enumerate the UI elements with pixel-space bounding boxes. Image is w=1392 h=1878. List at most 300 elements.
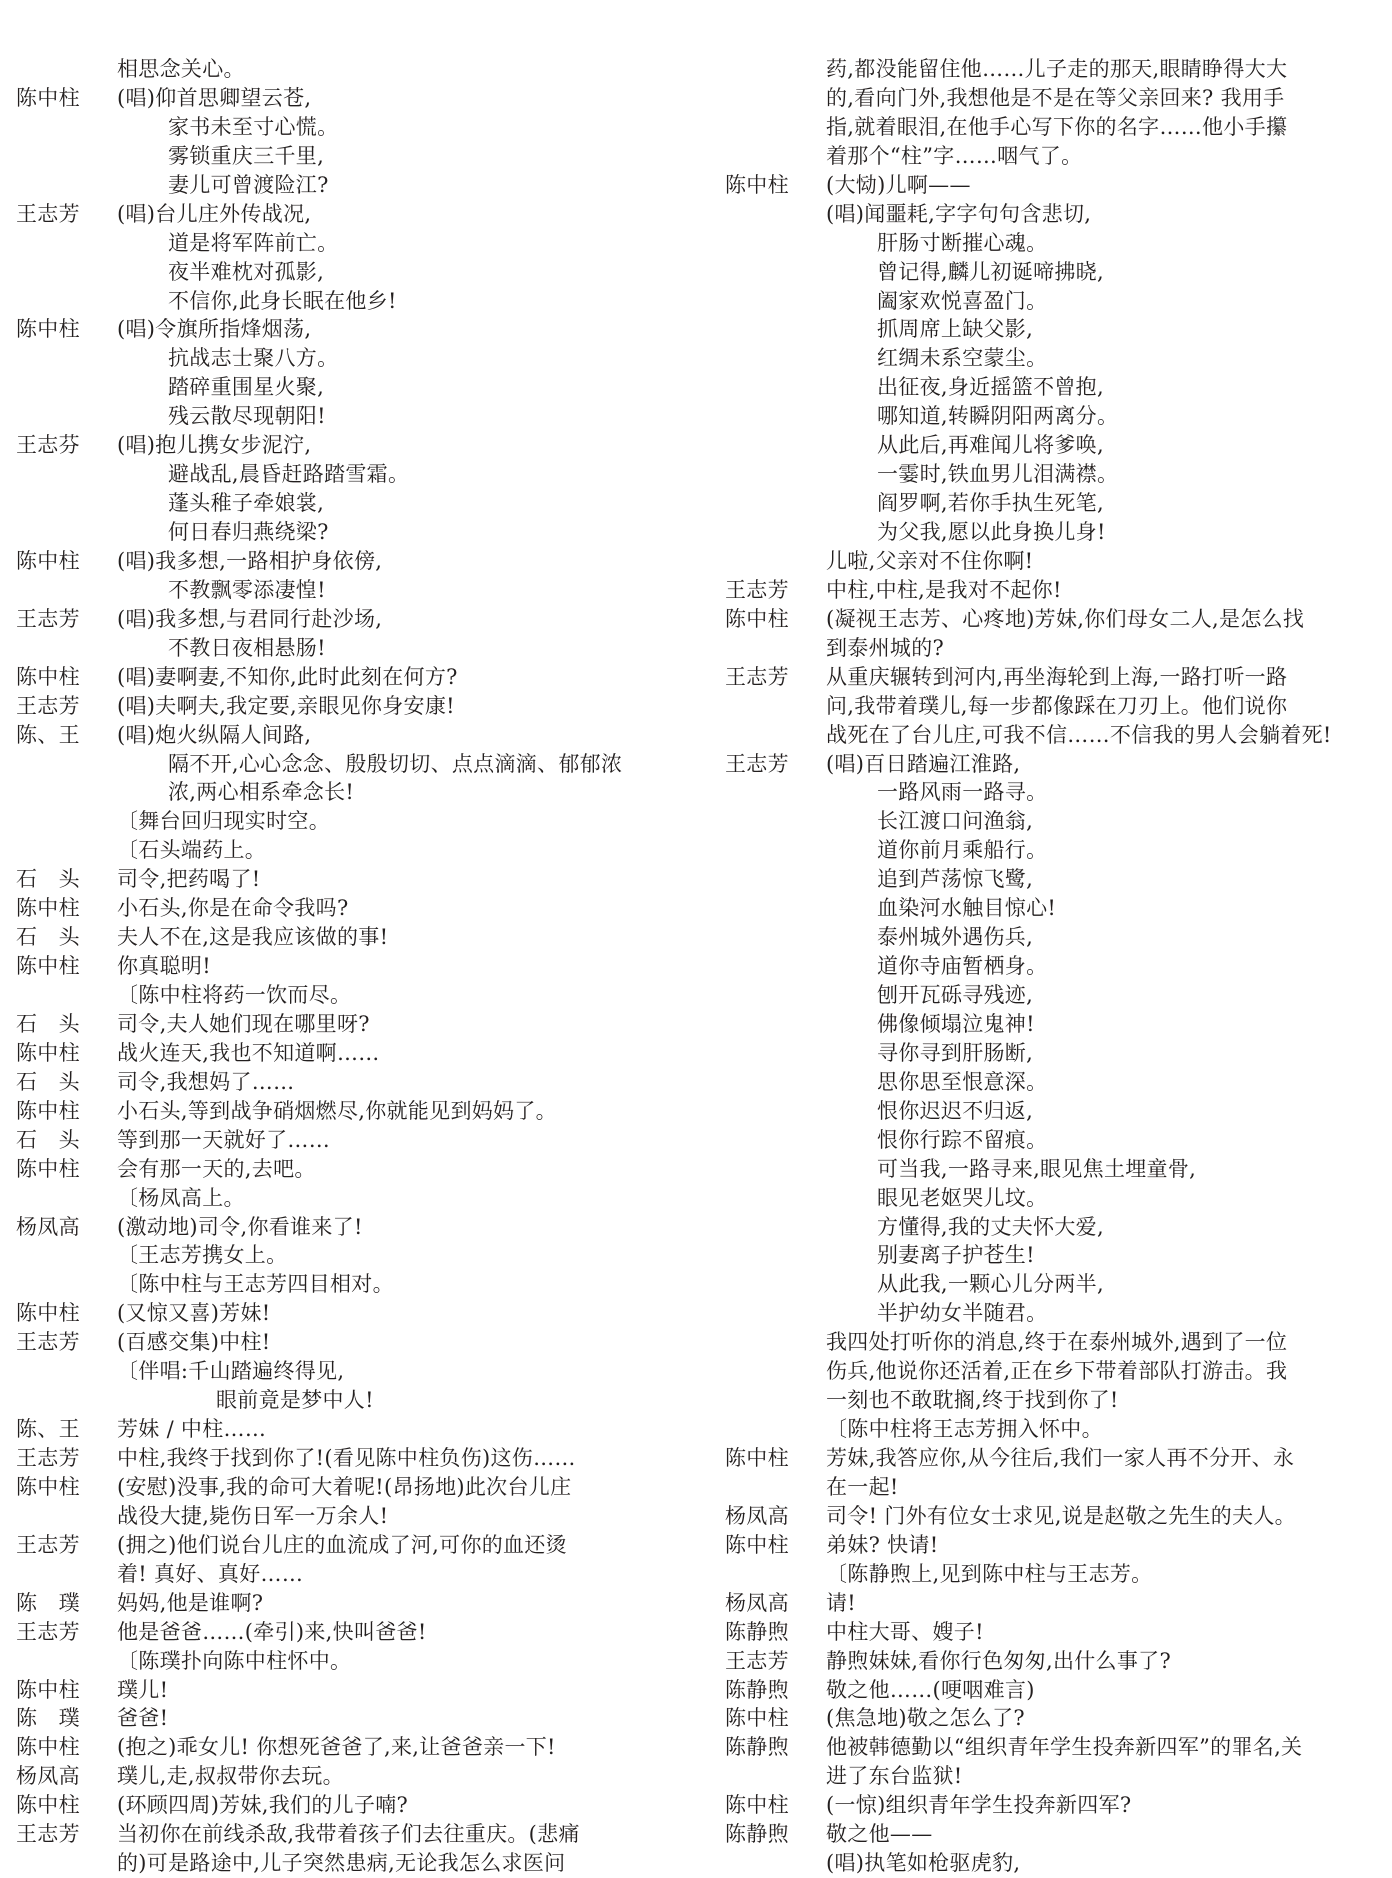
script-line (725, 1068, 1375, 1097)
script-line (725, 1415, 1375, 1444)
speaker-name: 石 头 (16, 1069, 80, 1094)
script-line (725, 518, 1375, 547)
continuation-text: 浓,两心相系牵念长! (168, 780, 355, 805)
script-line (16, 865, 666, 894)
continuation-text: 方懂得,我的丈夫怀大爱, (877, 1214, 1104, 1239)
script-line (16, 576, 666, 605)
continuation-text: 一路风雨一路寻。 (877, 780, 1048, 805)
dialogue-text: 中柱,中柱,是我对不起你! (826, 577, 1062, 602)
dialogue-text: 璞儿! (117, 1677, 169, 1702)
script-line (16, 344, 666, 373)
script-line (16, 229, 666, 258)
continuation-text: 红绸未系空蒙尘。 (877, 346, 1048, 371)
speaker-name: 杨凤高 (16, 1764, 80, 1789)
right-column (725, 55, 1375, 1878)
continuation-text: 〔舞台回归现实时空。 (117, 809, 330, 834)
dialogue-text: 小石头,你是在命令我吗? (117, 896, 349, 921)
speaker-name: 王志芳 (16, 201, 80, 226)
continuation-text: 为父我,愿以此身换儿身! (877, 520, 1106, 544)
script-line (725, 113, 1375, 142)
script-line (725, 1010, 1375, 1039)
speaker-name: 陈静煦 (725, 1677, 789, 1702)
script-line (16, 750, 666, 779)
continuation-text: 战役大捷,毙伤日军一万余人! (117, 1503, 389, 1528)
left-column (16, 55, 666, 1878)
continuation-text: 〔杨凤高上。 (117, 1185, 245, 1210)
dialogue-text: (凝视王志芳、心疼地)芳妹,你们母女二人,是怎么找 (826, 606, 1305, 631)
script-line (725, 1676, 1375, 1705)
continuation-text: 到泰州城的? (826, 635, 945, 660)
speaker-name: 王志芳 (16, 1446, 80, 1470)
script-line (16, 315, 666, 344)
speaker-name: 陈中柱 (16, 548, 80, 573)
script-line (725, 605, 1375, 634)
dialogue-text: (唱)令旗所指烽烟荡, (117, 317, 312, 342)
script-line (725, 1126, 1375, 1155)
continuation-text: 思你思至恨意深。 (877, 1069, 1048, 1094)
continuation-text: 〔伴唱:千山踏遍终得见, (117, 1359, 345, 1384)
continuation-text: 蓬头稚子牵娘裳, (168, 491, 325, 516)
continuation-text: 道是将军阵前亡。 (168, 230, 339, 255)
script-line (16, 981, 666, 1010)
speaker-name: 王志芳 (725, 1648, 789, 1673)
script-line (16, 923, 666, 952)
continuation-text: 〔石头端药上。 (117, 838, 267, 863)
continuation-text: 抗战志士聚八方。 (168, 346, 339, 371)
script-line (725, 1039, 1375, 1068)
dialogue-text: (大恸)儿啊—— (826, 172, 971, 197)
continuation-text: 着那个“柱”字……咽气了。 (826, 143, 1083, 168)
script-line (16, 1213, 666, 1242)
script-line (16, 1155, 666, 1184)
script-line (725, 1184, 1375, 1213)
script-line (16, 547, 666, 576)
speaker-name: 王志芳 (725, 664, 789, 689)
speaker-name: 陈、王 (16, 1417, 80, 1442)
script-line (725, 1733, 1375, 1762)
continuation-text: 何日春归燕绕梁? (168, 520, 329, 544)
script-line (16, 460, 666, 489)
speaker-name: 石 头 (16, 867, 80, 892)
script-line (725, 1531, 1375, 1560)
script-line (16, 84, 666, 113)
dialogue-text: 中柱,我终于找到你了!(看见陈中柱负伤)这伤…… (117, 1446, 576, 1470)
script-line (725, 865, 1375, 894)
script-line (725, 547, 1375, 576)
continuation-text: 〔陈璞扑向陈中柱怀中。 (117, 1648, 352, 1673)
script-line (16, 1097, 666, 1126)
dialogue-text: (唱)我多想,与君同行赴沙场, (117, 606, 383, 631)
dialogue-text: 中柱大哥、嫂子! (826, 1619, 984, 1644)
script-line (16, 1386, 666, 1415)
continuation-text: 一霎时,铁血男儿泪满襟。 (877, 462, 1119, 487)
script-line (725, 431, 1375, 460)
dialogue-text: (唱)百日踏遍江淮路, (826, 751, 1021, 776)
dialogue-text: 静煦妹妹,看你行色匆匆,出什么事了? (826, 1648, 1172, 1673)
script-line (16, 1184, 666, 1213)
continuation-text: 一刻也不敢耽搁,终于找到你了! (826, 1388, 1119, 1413)
speaker-name: 陈中柱 (16, 1474, 80, 1499)
continuation-text: 曾记得,麟儿初诞啼拂晓, (877, 259, 1104, 284)
script-line (16, 721, 666, 750)
script-line (725, 1502, 1375, 1531)
script-line (725, 894, 1375, 923)
continuation-text: 眼见老妪哭儿坟。 (877, 1185, 1048, 1210)
script-line (725, 1357, 1375, 1386)
script-line (16, 894, 666, 923)
continuation-text: 不信你,此身长眠在他乡! (168, 288, 397, 313)
script-line (725, 1820, 1375, 1849)
script-line (725, 1270, 1375, 1299)
script-line (16, 1328, 666, 1357)
script-line (725, 981, 1375, 1010)
dialogue-text: 芳妹 / 中柱…… (117, 1417, 267, 1442)
speaker-name: 王志芳 (16, 1822, 80, 1847)
script-line (725, 1213, 1375, 1242)
script-line (725, 84, 1375, 113)
dialogue-text: 当初你在前线杀敌,我带着孩子们去往重庆。(悲痛 (117, 1822, 580, 1847)
dialogue-text: 敬之他……(哽咽难言) (826, 1677, 1035, 1702)
script-line (16, 1010, 666, 1039)
script-line (725, 1647, 1375, 1676)
continuation-text: 从此后,再难闻儿将爹唤, (877, 433, 1104, 458)
script-line (725, 460, 1375, 489)
speaker-name: 陈中柱 (16, 664, 80, 689)
speaker-name: 陈中柱 (725, 1532, 789, 1557)
dialogue-text: 司令,我想妈了…… (117, 1069, 295, 1094)
continuation-text: 出征夜,身近摇篮不曾抱, (877, 375, 1104, 400)
script-line (725, 142, 1375, 171)
speaker-name: 陈中柱 (16, 1098, 80, 1123)
speaker-name: 杨凤高 (16, 1214, 80, 1239)
dialogue-text: 夫人不在,这是我应该做的事! (117, 925, 389, 950)
dialogue-text: (唱)妻啊妻,不知你,此时此刻在何方? (117, 664, 458, 689)
continuation-text: 恨你迟迟不归返, (877, 1098, 1034, 1123)
speaker-name: 石 头 (16, 1011, 80, 1036)
script-line (16, 1473, 666, 1502)
script-line (725, 373, 1375, 402)
dialogue-text: (抱之)乖女儿! 你想死爸爸了,来,让爸爸亲一下! (117, 1735, 556, 1760)
dialogue-text: 请! (826, 1590, 857, 1615)
script-line (725, 1444, 1375, 1473)
script-line (16, 692, 666, 721)
speaker-name: 陈中柱 (16, 1735, 80, 1760)
script-line (725, 807, 1375, 836)
continuation-text: 避战乱,晨昏赶路踏雪霜。 (168, 462, 410, 487)
continuation-text: 阎罗啊,若你手执生死笔, (877, 491, 1104, 516)
continuation-text: 肝肠寸断摧心魂。 (877, 230, 1048, 255)
continuation-text: 妻儿可曾渡险江? (168, 172, 329, 197)
continuation-text: 的)可是路途中,儿子突然患病,无论我怎么求医问 (117, 1851, 566, 1876)
speaker-name: 王志芳 (16, 1532, 80, 1557)
speaker-name: 陈静煦 (725, 1735, 789, 1760)
script-line (725, 287, 1375, 316)
dialogue-text: 敬之他—— (826, 1822, 933, 1847)
continuation-text: 残云散尽现朝阳! (168, 404, 326, 429)
script-line (16, 402, 666, 431)
continuation-text: 着! 真好、真好…… (117, 1561, 304, 1586)
speaker-name: 杨凤高 (725, 1503, 789, 1528)
continuation-text: 血染河水触目惊心! (877, 896, 1057, 921)
dialogue-text: 妈妈,他是谁啊? (117, 1590, 264, 1615)
continuation-text: 隔不开,心心念念、殷殷切切、点点滴滴、郁郁浓 (168, 751, 623, 776)
dialogue-text: (环顾四周)芳妹,我们的儿子喃? (117, 1793, 409, 1818)
script-line (725, 1560, 1375, 1589)
speaker-name: 杨凤高 (725, 1590, 789, 1615)
script-line (725, 55, 1375, 84)
script-line (725, 344, 1375, 373)
dialogue-text: (唱)台儿庄外传战况, (117, 201, 312, 226)
dialogue-text: 芳妹,我答应你,从今往后,我们一家人再不分开、永 (826, 1446, 1295, 1470)
script-line (16, 952, 666, 981)
script-line (725, 1241, 1375, 1270)
speaker-name: 陈 璞 (16, 1590, 80, 1615)
continuation-text: 药,都没能留住他……儿子走的那天,眼睛睁得大大 (826, 57, 1288, 81)
dialogue-text: (唱)夫啊夫,我定要,亲眼见你身安康! (117, 693, 455, 718)
script-line (16, 1762, 666, 1791)
script-line (725, 200, 1375, 229)
speaker-name: 陈中柱 (725, 172, 789, 197)
script-line (725, 778, 1375, 807)
continuation-text: (唱)执笔如枪驱虎豹, (826, 1851, 1021, 1876)
script-line (16, 605, 666, 634)
script-line (16, 489, 666, 518)
continuation-text: 儿啦,父亲对不住你啊! (826, 548, 1034, 573)
continuation-text: 相思念关心。 (117, 57, 245, 81)
continuation-text: 长江渡口问渔翁, (877, 809, 1034, 834)
script-line (16, 431, 666, 460)
speaker-name: 陈中柱 (16, 317, 80, 342)
script-line (16, 171, 666, 200)
speaker-name: 陈静煦 (725, 1822, 789, 1847)
dialogue-text: (激动地)司令,你看谁来了! (117, 1214, 363, 1239)
continuation-text: 抓周席上缺父影, (877, 317, 1034, 342)
dialogue-text: 他是爸爸……(牵引)来,快叫爸爸! (117, 1619, 427, 1644)
speaker-name: 陈中柱 (16, 1793, 80, 1818)
continuation-text: 不教日夜相悬肠! (168, 635, 326, 660)
continuation-text: 踏碎重围星火聚, (168, 375, 325, 400)
continuation-text: 〔陈中柱与王志芳四目相对。 (117, 1272, 394, 1297)
dialogue-text: (又惊又喜)芳妹! (117, 1301, 271, 1326)
dialogue-text: 爸爸! (117, 1706, 169, 1731)
script-line (725, 1328, 1375, 1357)
continuation-text: 指,就着眼泪,在他手心写下你的名字……他小手攥 (826, 114, 1288, 139)
script-line (725, 1097, 1375, 1126)
script-line (725, 1386, 1375, 1415)
speaker-name: 陈中柱 (16, 1301, 80, 1326)
continuation-text: 〔陈中柱将药一饮而尽。 (117, 983, 352, 1007)
continuation-text: 我四处打听你的消息,终于在泰州城外,遇到了一位 (826, 1330, 1288, 1355)
script-line (725, 1473, 1375, 1502)
dialogue-text: (唱)仰首思卿望云苍, (117, 85, 312, 110)
continuation-text: 佛像倾塌泣鬼神! (877, 1011, 1035, 1036)
continuation-text: 雾锁重庆三千里, (168, 143, 325, 168)
continuation-text: 战死在了台儿庄,可我不信……不信我的男人会躺着死! (826, 722, 1332, 747)
continuation-text: 〔陈中柱将王志芳拥入怀中。 (826, 1417, 1103, 1442)
dialogue-text: (唱)抱儿携女步泥泞, (117, 433, 312, 458)
script-line (725, 663, 1375, 692)
continuation-text: 哪知道,转瞬阴阳两离分。 (877, 404, 1119, 429)
script-line (16, 142, 666, 171)
dialogue-text: 战火连天,我也不知道啊…… (117, 1040, 380, 1065)
continuation-text: 阖家欢悦喜盈门。 (877, 288, 1048, 313)
dialogue-text: 从重庆辗转到河内,再坐海轮到上海,一路打听一路 (826, 664, 1288, 689)
dialogue-text: 你真聪明! (117, 954, 211, 979)
continuation-text: 寻你寻到肝肠断, (877, 1040, 1034, 1065)
script-line (16, 55, 666, 84)
dialogue-text: (拥之)他们说台儿庄的血流成了河,可你的血还烫 (117, 1532, 567, 1557)
continuation-text: 夜半难枕对孤影, (168, 259, 325, 284)
continuation-text: 问,我带着璞儿,每一步都像踩在刀刃上。他们说你 (826, 693, 1288, 718)
speaker-name: 陈中柱 (725, 606, 789, 631)
script-line (725, 171, 1375, 200)
speaker-name: 陈中柱 (16, 1677, 80, 1702)
speaker-name: 王志芳 (16, 693, 80, 718)
continuation-text: 泰州城外遇伤兵, (877, 925, 1034, 950)
script-line (16, 778, 666, 807)
continuation-text: 〔王志芳携女上。 (117, 1243, 288, 1268)
script-line (725, 836, 1375, 865)
continuation-text: 家书未至寸心慌。 (168, 114, 339, 139)
speaker-name: 石 头 (16, 925, 80, 950)
script-line (16, 1039, 666, 1068)
dialogue-text: 等到那一天就好了…… (117, 1127, 330, 1152)
speaker-name: 石 头 (16, 1127, 80, 1152)
speaker-name: 陈中柱 (16, 896, 80, 921)
speaker-name: 陈中柱 (725, 1446, 789, 1470)
script-line (16, 1444, 666, 1473)
script-line (725, 923, 1375, 952)
script-line (725, 1704, 1375, 1733)
script-line (725, 1299, 1375, 1328)
script-line (725, 1589, 1375, 1618)
script-line (725, 750, 1375, 779)
script-line (16, 807, 666, 836)
script-line (16, 200, 666, 229)
script-line (725, 1791, 1375, 1820)
continuation-text: 可当我,一路寻来,眼见焦土埋童骨, (877, 1156, 1197, 1181)
script-line (16, 113, 666, 142)
speaker-name: 王志芬 (16, 433, 80, 458)
continuation-text: 的,看向门外,我想他是不是在等父亲回来? 我用手 (826, 85, 1285, 110)
speaker-name: 陈中柱 (725, 1706, 789, 1731)
script-line (16, 1415, 666, 1444)
speaker-name: 陈、王 (16, 722, 80, 747)
script-line (16, 1733, 666, 1762)
script-line (16, 1820, 666, 1849)
speaker-name: 陈中柱 (16, 1156, 80, 1181)
dialogue-text: 司令! 门外有位女士求见,说是赵敬之先生的夫人。 (826, 1503, 1296, 1528)
script-line (16, 1531, 666, 1560)
continuation-text: 道你前月乘船行。 (877, 838, 1048, 863)
script-line (725, 952, 1375, 981)
script-line (16, 1704, 666, 1733)
script-line (16, 663, 666, 692)
script-line (725, 1155, 1375, 1184)
speaker-name: 王志芳 (16, 606, 80, 631)
script-line (16, 1357, 666, 1386)
script-line (16, 1849, 666, 1878)
speaker-name: 王志芳 (725, 577, 789, 602)
speaker-name: 陈中柱 (16, 1040, 80, 1065)
continuation-text: 追到芦荡惊飞鹭, (877, 867, 1034, 892)
script-line (725, 229, 1375, 258)
continuation-text: (唱)闻噩耗,字字句句含悲切, (826, 201, 1092, 226)
speaker-name: 王志芳 (725, 751, 789, 776)
dialogue-text: 司令,夫人她们现在哪里呀? (117, 1011, 370, 1036)
script-line (725, 1618, 1375, 1647)
dialogue-text: (一惊)组织青年学生投奔新四军? (826, 1793, 1132, 1818)
continuation-text: 半护幼女半随君。 (877, 1301, 1048, 1326)
script-line (16, 1502, 666, 1531)
script-line (725, 692, 1375, 721)
script-line (16, 1270, 666, 1299)
continuation-text: 不教飘零添凄惶! (168, 577, 326, 602)
dialogue-text: (唱)炮火纵隔人间路, (117, 722, 312, 747)
script-line (16, 1126, 666, 1155)
script-line (725, 489, 1375, 518)
script-line (16, 1618, 666, 1647)
dialogue-text: (焦急地)敬之怎么了? (826, 1706, 1025, 1731)
script-line (16, 634, 666, 663)
script-line (16, 1068, 666, 1097)
script-line (725, 1849, 1375, 1878)
script-line (725, 402, 1375, 431)
dialogue-text: 璞儿,走,叔叔带你去玩。 (117, 1764, 344, 1789)
dialogue-text: 会有那一天的,去吧。 (117, 1156, 316, 1181)
script-line (16, 836, 666, 865)
script-line (16, 1241, 666, 1270)
script-line (16, 258, 666, 287)
continuation-text: 恨你行踪不留痕。 (877, 1127, 1048, 1152)
script-line (725, 634, 1375, 663)
speaker-name: 陈中柱 (725, 1793, 789, 1818)
speaker-name: 王志芳 (16, 1330, 80, 1355)
speaker-name: 陈中柱 (16, 954, 80, 979)
dialogue-text: (百感交集)中柱! (117, 1330, 271, 1355)
speaker-name: 陈中柱 (16, 85, 80, 110)
dialogue-text: (唱)我多想,一路相护身依傍, (117, 548, 383, 573)
continuation-text: 刨开瓦砾寻残迹, (877, 983, 1034, 1007)
continuation-text: 道你寺庙暂栖身。 (877, 954, 1048, 979)
continuation-text: 眼前竟是梦中人! (216, 1388, 374, 1413)
dialogue-text: 弟妹? 快请! (826, 1532, 939, 1557)
continuation-text: 别妻离子护苍生! (877, 1243, 1035, 1268)
speaker-name: 陈 璞 (16, 1706, 80, 1731)
script-line (16, 518, 666, 547)
script-line (725, 721, 1375, 750)
dialogue-text: 司令,把药喝了! (117, 867, 261, 892)
speaker-name: 王志芳 (16, 1619, 80, 1644)
dialogue-text: (安慰)没事,我的命可大着呢!(昂扬地)此次台儿庄 (117, 1474, 572, 1499)
script-line (725, 1762, 1375, 1791)
continuation-text: 伤兵,他说你还活着,正在乡下带着部队打游击。我 (826, 1359, 1288, 1384)
continuation-text: 从此我,一颗心儿分两半, (877, 1272, 1104, 1297)
continuation-text: 在一起! (826, 1474, 899, 1499)
script-line (725, 258, 1375, 287)
script-line (16, 1791, 666, 1820)
speaker-name: 陈静煦 (725, 1619, 789, 1644)
dialogue-text: 他被韩德勤以“组织青年学生投奔新四军”的罪名,关 (826, 1735, 1303, 1760)
continuation-text: 〔陈静煦上,见到陈中柱与王志芳。 (826, 1561, 1153, 1586)
script-line (16, 1589, 666, 1618)
script-line (16, 287, 666, 316)
script-line (725, 576, 1375, 605)
script-line (16, 1676, 666, 1705)
script-line (16, 1647, 666, 1676)
script-line (16, 1299, 666, 1328)
script-line (725, 315, 1375, 344)
